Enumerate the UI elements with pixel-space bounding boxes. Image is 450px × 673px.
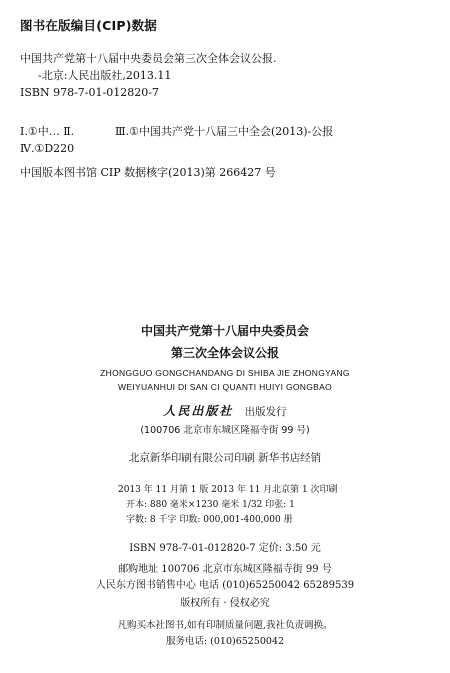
cip-classification	[20, 123, 445, 157]
classification-part-a: Ⅰ.①中… Ⅱ.	[20, 125, 75, 138]
publisher-address: (100706 北京市东城区隆福寺街 99 号)	[140, 425, 310, 436]
printer-line: 北京新华印刷有限公司印刷 新华书店经销	[128, 452, 322, 464]
postal-address: 邮购地址 100706 北京市东城区隆福寺街 99 号	[118, 564, 332, 575]
print-specs	[118, 483, 418, 528]
classification-row	[20, 123, 445, 140]
quality-notice: 凡购买本社图书,如有印制质量问题,我社负责调换。	[117, 620, 333, 631]
classification-part-b: Ⅲ.①中国共产党十八届三中全会(2013)-公报	[115, 125, 334, 138]
cip-number: 中国版本图书馆 CIP 数据核字(2013)第 266427 号	[20, 166, 276, 179]
book-title-line2: 第三次全体会议公报	[170, 346, 279, 360]
edition-line: 2013 年 11 月第 1 版 2013 年 11 月北京第 1 次印刷	[118, 485, 338, 495]
publisher-line	[0, 402, 450, 419]
service-phone: 服务电话: (010)65250042	[165, 636, 285, 647]
book-title-line1: 中国共产党第十八届中央委员会	[140, 324, 309, 338]
cip-publisher-line: -北京:人民出版社,2013.11	[38, 69, 172, 82]
format-line: 开本: 880 毫米×1230 毫米 1/32 印张: 1	[126, 500, 295, 510]
cip-record	[20, 50, 440, 101]
publisher-logo: 人民出版社	[163, 404, 234, 418]
cip-heading: 图书在版编目(CIP)数据	[20, 18, 158, 33]
pinyin-title-line2: WEIYUANHUI DI SAN CI QUANTI HUIYI GONGBAO	[118, 382, 332, 392]
pinyin-title-line1: ZHONGGUO GONGCHANDANG DI SHIBA JIE ZHONGYANG	[100, 368, 350, 378]
rights-statement: 版权所有 · 侵权必究	[180, 598, 270, 609]
sales-center: 人民东方图书销售中心 电话 (010)65250042 65289539	[95, 580, 355, 591]
publish-label: 出版发行	[244, 406, 287, 418]
colophon	[0, 322, 450, 465]
contact-block	[0, 562, 450, 650]
classification-row	[20, 140, 445, 157]
isbn-price-line: ISBN 978-7-01-012820-7 定价: 3.50 元	[129, 543, 321, 554]
cip-isbn-line: ISBN 978-7-01-012820-7	[20, 86, 159, 99]
words-line: 字数: 8 千字 印数: 000,001-400,000 册	[126, 515, 293, 525]
cip-title-line: 中国共产党第十八届中央委员会第三次全体会议公报.	[20, 52, 277, 65]
classification-code: Ⅳ.①D220	[20, 142, 75, 155]
